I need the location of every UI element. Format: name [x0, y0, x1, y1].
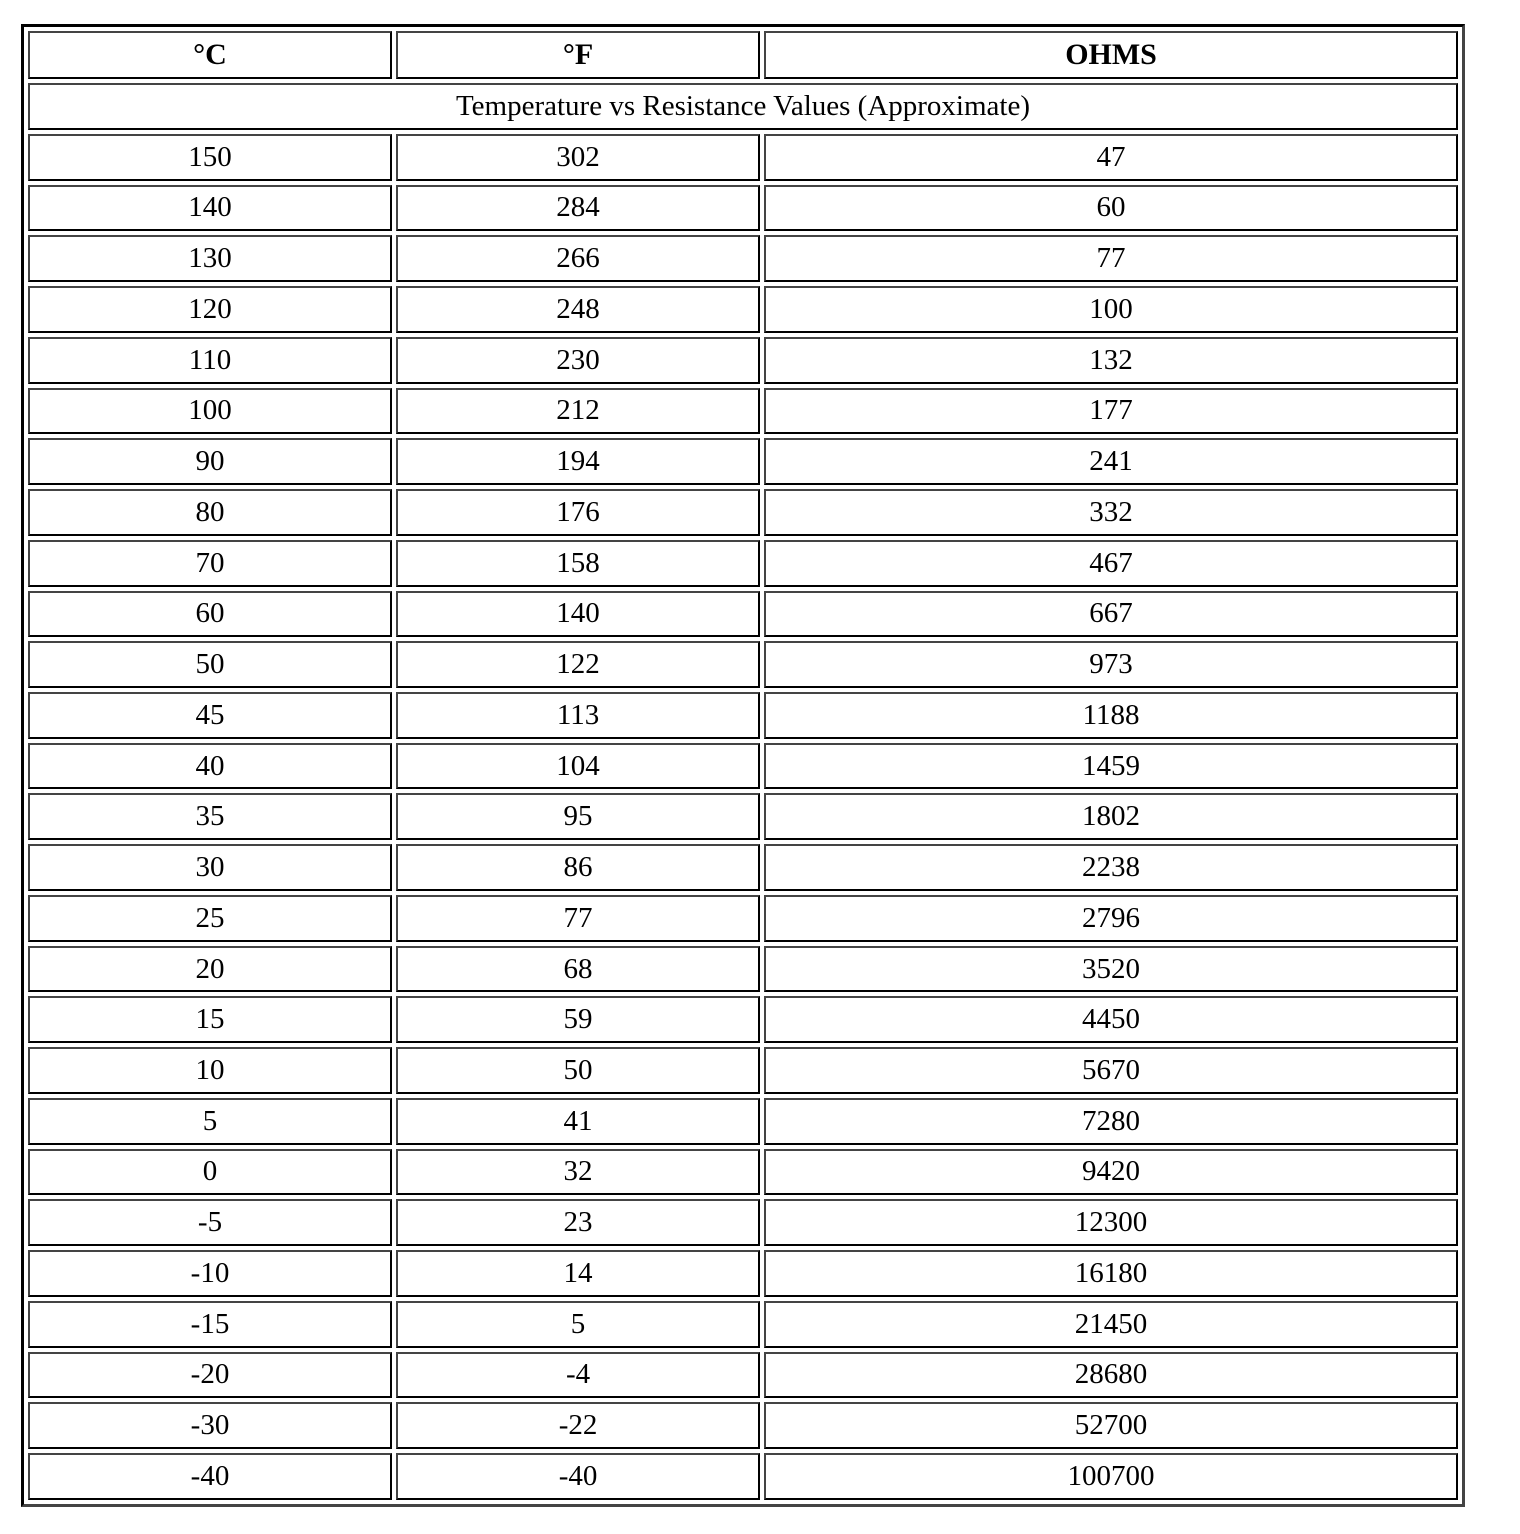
fahrenheit-cell: 284	[396, 185, 760, 232]
fahrenheit-cell: -22	[396, 1402, 760, 1449]
celsius-cell: 15	[28, 996, 392, 1043]
ohms-cell: 3520	[764, 946, 1458, 993]
celsius-cell: 150	[28, 134, 392, 181]
table-row	[28, 540, 1458, 587]
celsius-cell: -20	[28, 1352, 392, 1399]
celsius-cell: 10	[28, 1047, 392, 1094]
table-row	[28, 641, 1458, 688]
fahrenheit-cell: 140	[396, 591, 760, 638]
celsius-cell: 20	[28, 946, 392, 993]
fahrenheit-cell: 5	[396, 1301, 760, 1348]
table-row	[28, 793, 1458, 840]
celsius-cell: -5	[28, 1199, 392, 1246]
celsius-cell: 40	[28, 743, 392, 790]
ohms-cell: 100700	[764, 1453, 1458, 1500]
table-row	[28, 591, 1458, 638]
ohms-cell: 21450	[764, 1301, 1458, 1348]
celsius-cell: 35	[28, 793, 392, 840]
ohms-cell: 1188	[764, 692, 1458, 739]
table-row	[28, 1149, 1458, 1196]
fahrenheit-cell: 194	[396, 438, 760, 485]
table-row	[28, 996, 1458, 1043]
ohms-cell: 7280	[764, 1098, 1458, 1145]
ohms-cell: 100	[764, 286, 1458, 333]
fahrenheit-cell: 212	[396, 388, 760, 435]
ohms-cell: 5670	[764, 1047, 1458, 1094]
table-row	[28, 895, 1458, 942]
table-row	[28, 1199, 1458, 1246]
celsius-cell: 45	[28, 692, 392, 739]
fahrenheit-cell: 68	[396, 946, 760, 993]
fahrenheit-cell: 95	[396, 793, 760, 840]
celsius-cell: 70	[28, 540, 392, 587]
table-row	[28, 1047, 1458, 1094]
ohms-cell: 52700	[764, 1402, 1458, 1449]
table-row	[28, 946, 1458, 993]
celsius-cell: 90	[28, 438, 392, 485]
celsius-cell: 30	[28, 844, 392, 891]
celsius-cell: 130	[28, 235, 392, 282]
ohms-cell: 16180	[764, 1250, 1458, 1297]
data-table	[24, 27, 1462, 1504]
fahrenheit-cell: 113	[396, 692, 760, 739]
fahrenheit-cell: 41	[396, 1098, 760, 1145]
table-row	[28, 1453, 1458, 1500]
table-caption: Temperature vs Resistance Values (Approximate)	[28, 83, 1458, 130]
ohms-cell: 47	[764, 134, 1458, 181]
table-row	[28, 692, 1458, 739]
fahrenheit-cell: 104	[396, 743, 760, 790]
ohms-cell: 60	[764, 185, 1458, 232]
fahrenheit-cell: 23	[396, 1199, 760, 1246]
celsius-cell: 50	[28, 641, 392, 688]
ohms-cell: 2796	[764, 895, 1458, 942]
celsius-cell: 120	[28, 286, 392, 333]
fahrenheit-cell: 50	[396, 1047, 760, 1094]
celsius-cell: 140	[28, 185, 392, 232]
fahrenheit-cell: 122	[396, 641, 760, 688]
fahrenheit-cell: 230	[396, 337, 760, 384]
ohms-cell: 973	[764, 641, 1458, 688]
fahrenheit-cell: -40	[396, 1453, 760, 1500]
header-row	[28, 31, 1458, 79]
fahrenheit-cell: 266	[396, 235, 760, 282]
table-row	[28, 1402, 1458, 1449]
ohms-cell: 4450	[764, 996, 1458, 1043]
temperature-resistance-table	[21, 24, 1465, 1507]
celsius-cell: 25	[28, 895, 392, 942]
fahrenheit-cell: 248	[396, 286, 760, 333]
header-celsius: °C	[28, 31, 392, 79]
ohms-cell: 12300	[764, 1199, 1458, 1246]
table-row	[28, 337, 1458, 384]
ohms-cell: 467	[764, 540, 1458, 587]
ohms-cell: 332	[764, 489, 1458, 536]
ohms-cell: 77	[764, 235, 1458, 282]
header-ohms: OHMS	[764, 31, 1458, 79]
table-row	[28, 235, 1458, 282]
ohms-cell: 241	[764, 438, 1458, 485]
caption-row	[28, 83, 1458, 130]
table-row	[28, 844, 1458, 891]
fahrenheit-cell: 59	[396, 996, 760, 1043]
table-row	[28, 1352, 1458, 1399]
table-row	[28, 185, 1458, 232]
fahrenheit-cell: 302	[396, 134, 760, 181]
ohms-cell: 2238	[764, 844, 1458, 891]
fahrenheit-cell: 176	[396, 489, 760, 536]
fahrenheit-cell: -4	[396, 1352, 760, 1399]
table-row	[28, 1098, 1458, 1145]
celsius-cell: -30	[28, 1402, 392, 1449]
ohms-cell: 1802	[764, 793, 1458, 840]
celsius-cell: 0	[28, 1149, 392, 1196]
celsius-cell: 5	[28, 1098, 392, 1145]
fahrenheit-cell: 14	[396, 1250, 760, 1297]
fahrenheit-cell: 86	[396, 844, 760, 891]
table-row	[28, 1301, 1458, 1348]
header-fahrenheit: °F	[396, 31, 760, 79]
table-row	[28, 286, 1458, 333]
celsius-cell: 80	[28, 489, 392, 536]
fahrenheit-cell: 32	[396, 1149, 760, 1196]
table-row	[28, 388, 1458, 435]
celsius-cell: -10	[28, 1250, 392, 1297]
fahrenheit-cell: 158	[396, 540, 760, 587]
fahrenheit-cell: 77	[396, 895, 760, 942]
ohms-cell: 1459	[764, 743, 1458, 790]
table-row	[28, 489, 1458, 536]
celsius-cell: 100	[28, 388, 392, 435]
ohms-cell: 667	[764, 591, 1458, 638]
table-row	[28, 438, 1458, 485]
table-row	[28, 1250, 1458, 1297]
table-row	[28, 743, 1458, 790]
ohms-cell: 9420	[764, 1149, 1458, 1196]
celsius-cell: 60	[28, 591, 392, 638]
celsius-cell: -40	[28, 1453, 392, 1500]
ohms-cell: 28680	[764, 1352, 1458, 1399]
table-row	[28, 134, 1458, 181]
ohms-cell: 132	[764, 337, 1458, 384]
ohms-cell: 177	[764, 388, 1458, 435]
celsius-cell: -15	[28, 1301, 392, 1348]
celsius-cell: 110	[28, 337, 392, 384]
